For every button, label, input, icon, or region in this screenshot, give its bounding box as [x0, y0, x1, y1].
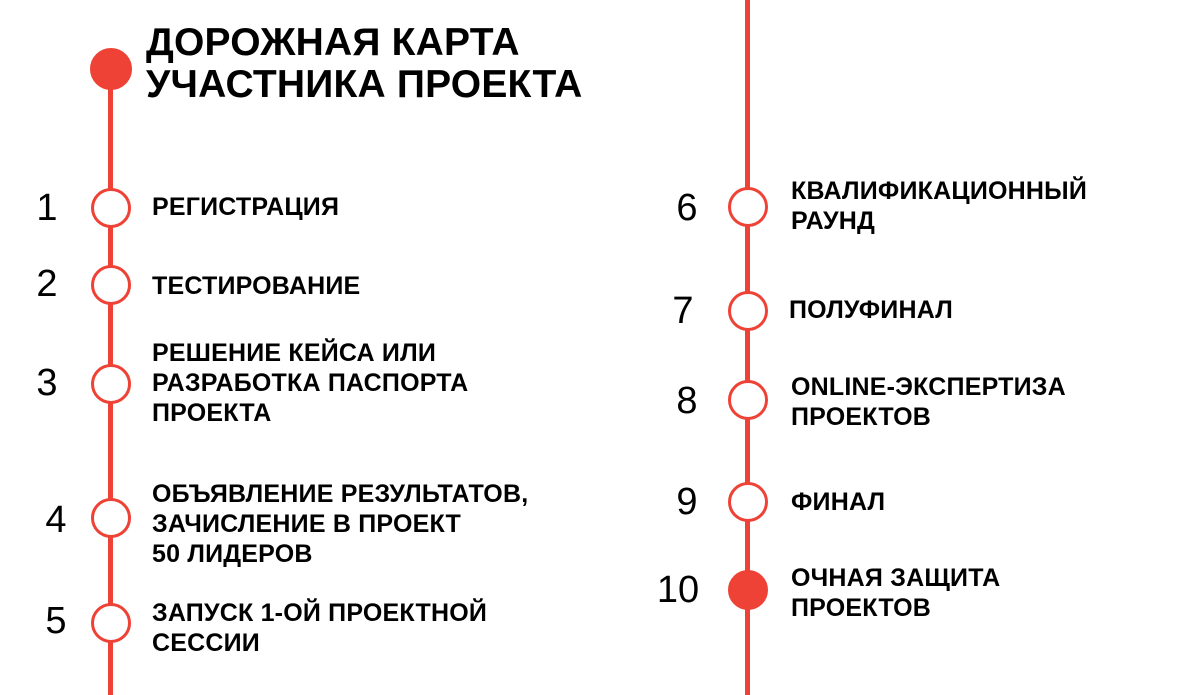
step-number: 6 — [676, 187, 698, 229]
step-label — [791, 563, 1000, 623]
step-marker — [728, 187, 768, 227]
step-label-line: ONLINE-ЭКСПЕРТИЗА — [791, 373, 1066, 401]
title-line: УЧАСТНИКА ПРОЕКТА — [146, 63, 583, 106]
step-label-line: ПРОЕКТОВ — [791, 403, 932, 431]
step-label — [152, 192, 339, 222]
step-number: 9 — [676, 481, 698, 523]
step-marker-filled — [728, 570, 768, 610]
step-number: 1 — [36, 187, 58, 229]
step-number: 8 — [676, 380, 698, 422]
step-marker — [91, 265, 131, 305]
step-label-line: ОЧНАЯ ЗАЩИТА — [791, 564, 1001, 592]
step-number: 7 — [672, 290, 694, 332]
step-label-line: РЕГИСТРАЦИЯ — [152, 193, 340, 221]
step-marker — [728, 380, 768, 420]
step-label-line: КВАЛИФИКАЦИОННЫЙ — [791, 177, 1087, 205]
step-number: 5 — [45, 600, 67, 642]
step-marker — [91, 603, 131, 643]
step-number: 2 — [36, 263, 58, 305]
step-label — [789, 295, 953, 325]
step-label — [152, 598, 487, 658]
step-label — [791, 176, 1087, 236]
step-number: 3 — [36, 362, 58, 404]
step-label-line: ТЕСТИРОВАНИЕ — [152, 272, 361, 300]
step-label-line: РЕШЕНИЕ КЕЙСА ИЛИ — [152, 339, 437, 367]
step-label — [791, 372, 1066, 432]
step-number: 10 — [656, 569, 700, 611]
step-label — [152, 479, 528, 569]
step-label — [791, 487, 885, 517]
step-marker — [91, 364, 131, 404]
step-marker — [728, 291, 768, 331]
step-label — [152, 271, 360, 301]
step-number: 4 — [45, 499, 67, 541]
title-line: ДОРОЖНАЯ КАРТА — [146, 21, 520, 64]
step-label-line: РАУНД — [791, 207, 875, 235]
step-label-line: ПОЛУФИНАЛ — [789, 296, 953, 324]
step-marker — [91, 498, 131, 538]
step-marker — [728, 482, 768, 522]
step-label-line: ПРОЕКТОВ — [791, 594, 932, 622]
step-label-line: ЗАЧИСЛЕНИЕ В ПРОЕКТ — [152, 510, 462, 538]
step-label-line: 50 ЛИДЕРОВ — [152, 540, 313, 568]
step-marker — [91, 188, 131, 228]
step-label-line: СЕССИИ — [152, 629, 260, 657]
step-label-line: РАЗРАБОТКА ПАСПОРТА — [152, 369, 469, 397]
step-label — [152, 338, 468, 428]
page-title — [146, 22, 582, 106]
step-label-line: ОБЪЯВЛЕНИЕ РЕЗУЛЬТАТОВ, — [152, 480, 529, 508]
step-label-line: ЗАПУСК 1-ОЙ ПРОЕКТНОЙ — [152, 599, 488, 627]
step-label-line: ФИНАЛ — [791, 488, 886, 516]
timeline-start-dot — [90, 48, 132, 90]
step-label-line: ПРОЕКТА — [152, 399, 272, 427]
